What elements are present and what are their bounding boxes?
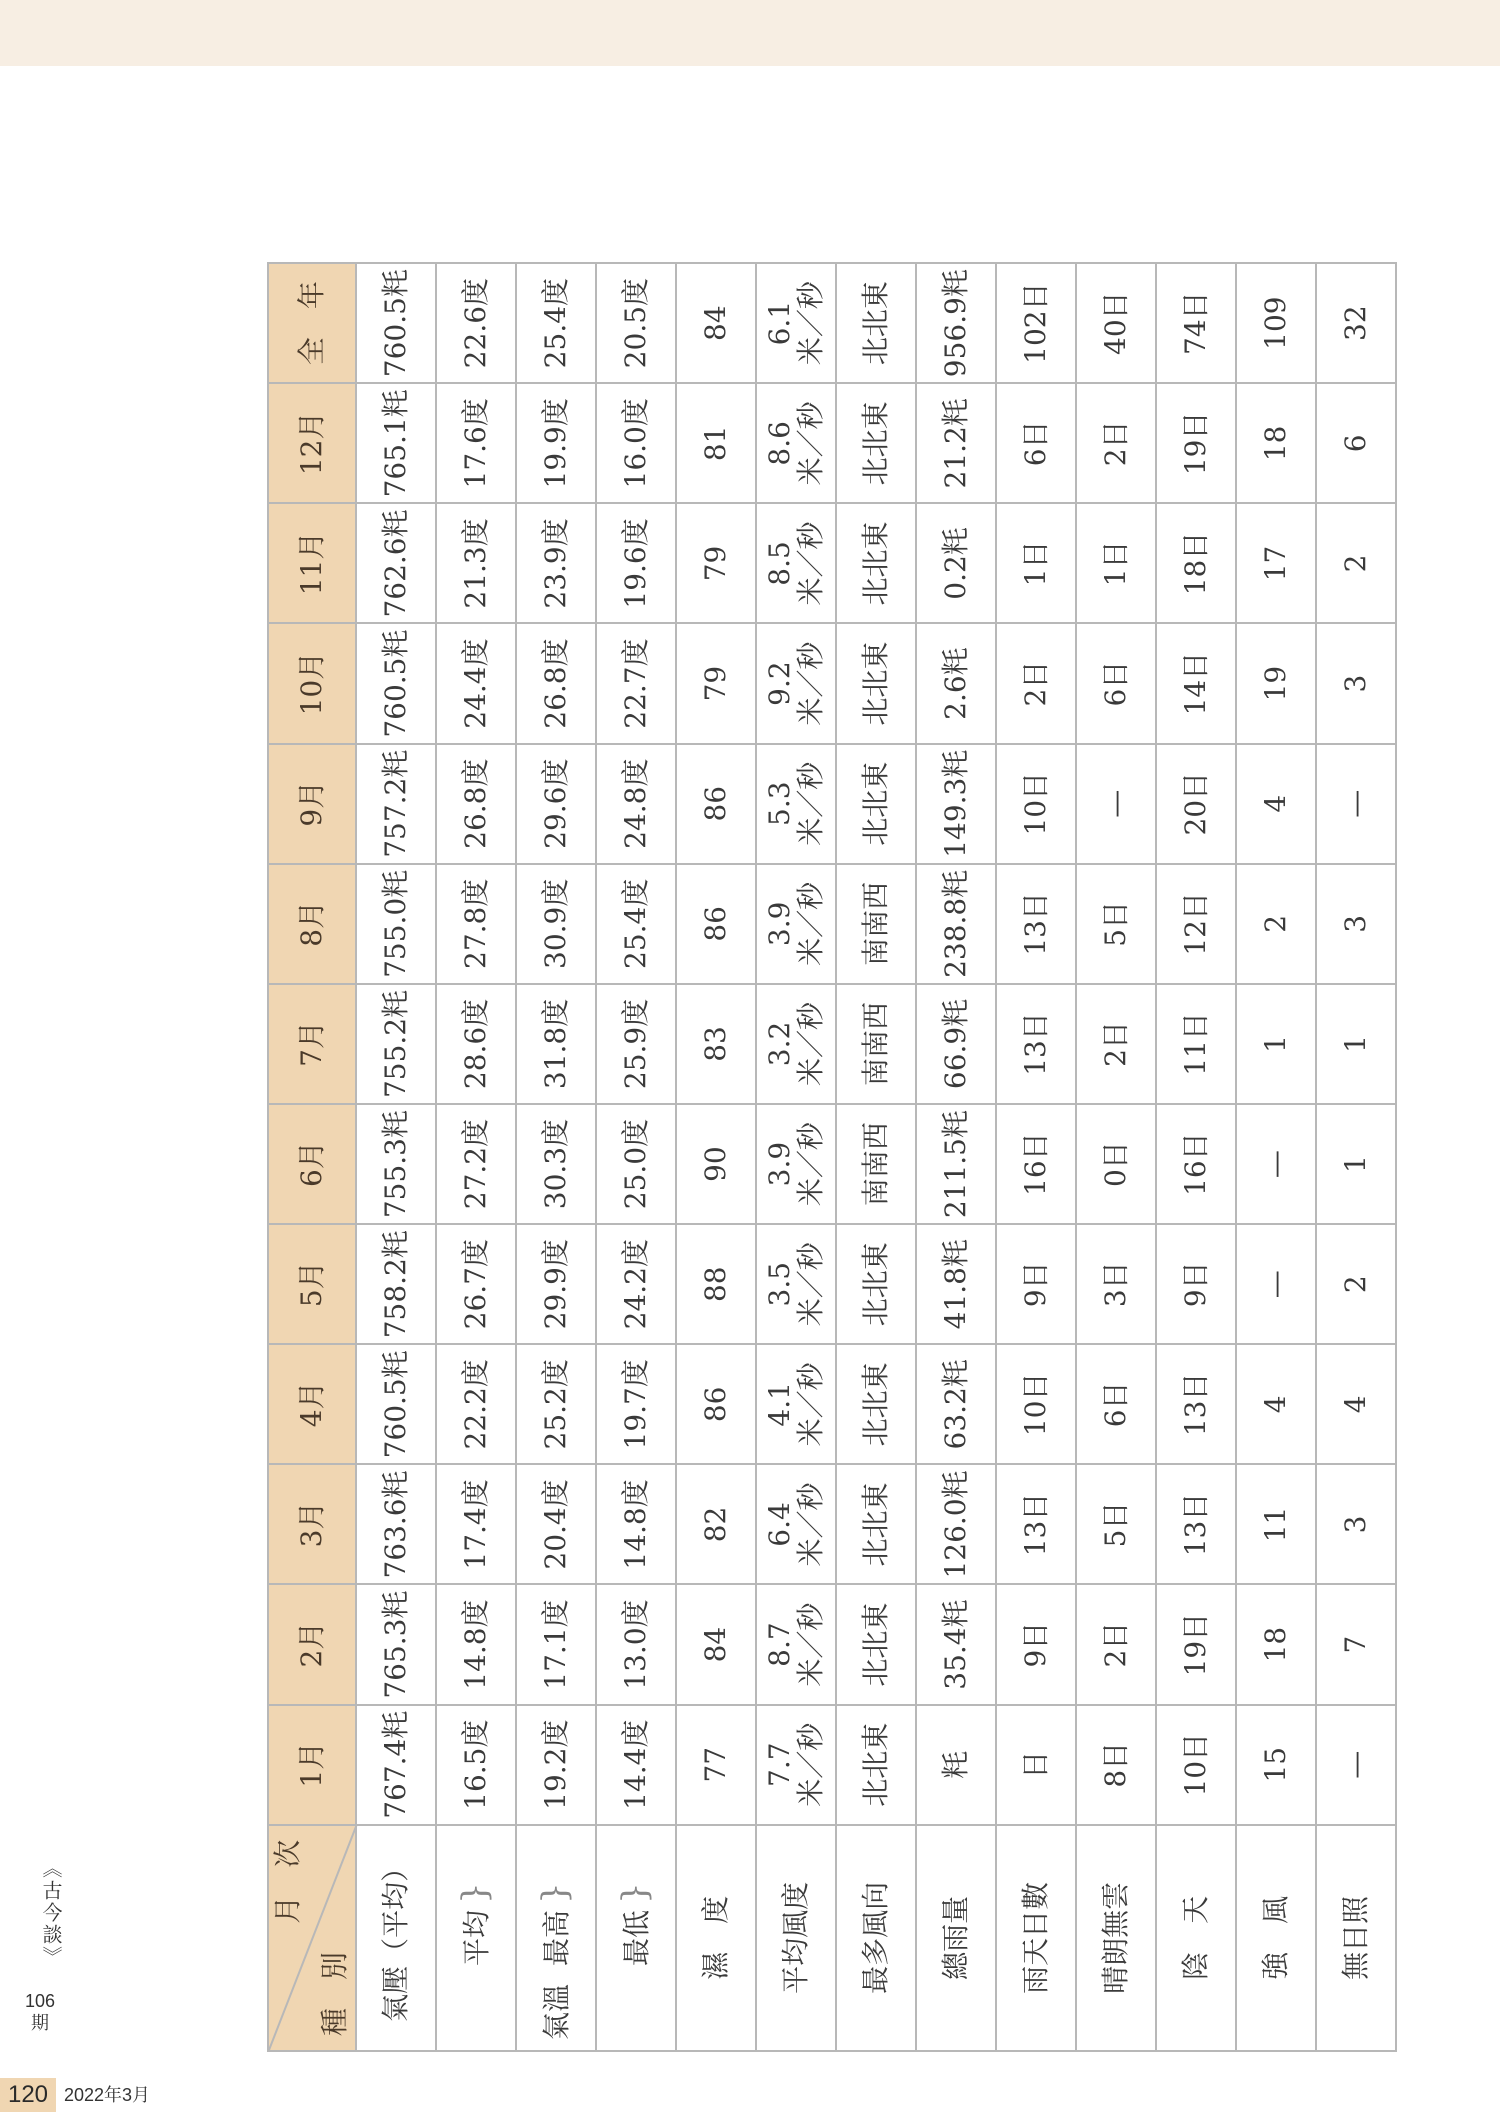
- table-cell: 2日: [1076, 984, 1156, 1104]
- row-label: 晴朗無雲: [1076, 1825, 1156, 2051]
- row-label: 濕 度: [676, 1825, 756, 2051]
- table-cell: 66.9粍: [916, 984, 996, 1104]
- table-cell: 10日: [996, 1344, 1076, 1464]
- wind-speed-value: 3.5: [763, 1261, 797, 1307]
- temp-sub-label: 最高: [540, 1909, 574, 1966]
- table-cell: 2: [1236, 864, 1316, 984]
- table-cell: [756, 1464, 836, 1584]
- table-cell: 9日: [996, 1224, 1076, 1344]
- table-cell: 北北東: [836, 1464, 916, 1584]
- wind-speed-value: 8.5: [763, 541, 797, 586]
- table-cell: 3: [1316, 1464, 1396, 1584]
- table-cell: 17.6度: [436, 383, 516, 503]
- table-cell: 755.0粍: [356, 864, 436, 984]
- table-cell: [756, 1224, 836, 1344]
- table-cell: 8日: [1076, 1705, 1156, 1825]
- month-header: 2月: [268, 1585, 356, 1705]
- row-cloudy-days: [1156, 263, 1236, 2051]
- table-cell: 13日: [996, 984, 1076, 1104]
- table-cell: 6日: [1076, 624, 1156, 744]
- table-cell: 5日: [1076, 1464, 1156, 1584]
- table-cell: 24.2度: [596, 1224, 676, 1344]
- table-cell: 760.5粍: [356, 263, 436, 383]
- table-cell: 14.8度: [436, 1585, 516, 1705]
- table-cell: —: [1076, 744, 1156, 864]
- month-header: 9月: [268, 744, 356, 864]
- table-cell: 北北東: [836, 1224, 916, 1344]
- table-cell: 79: [676, 503, 756, 623]
- table-cell: 13日: [996, 1464, 1076, 1584]
- table-cell: 19.2度: [516, 1705, 596, 1825]
- table-cell: 126.0粍: [916, 1464, 996, 1584]
- month-header: 4月: [268, 1344, 356, 1464]
- wind-speed-unit: 米／秒: [794, 881, 827, 966]
- table-cell: 10日: [996, 744, 1076, 864]
- table-cell: 13日: [1156, 1344, 1236, 1464]
- table-cell: 760.5粍: [356, 624, 436, 744]
- temp-sub-label: 平均: [460, 1909, 494, 1966]
- table-cell: 102日: [996, 263, 1076, 383]
- table-cell: 19: [1236, 624, 1316, 744]
- row-label: 陰 天: [1156, 1825, 1236, 2051]
- table-cell: 2日: [1076, 1585, 1156, 1705]
- table-cell: 南南西: [836, 984, 916, 1104]
- wind-speed-unit: 米／秒: [794, 1242, 827, 1327]
- table-cell: 88: [676, 1224, 756, 1344]
- row-humidity: [676, 263, 756, 2051]
- table-cell: 63.2粍: [916, 1344, 996, 1464]
- brace-mark: }: [615, 1882, 656, 1904]
- wind-speed-value: 5.3: [763, 781, 797, 826]
- table-cell: 20.5度: [596, 263, 676, 383]
- table-cell: 26.7度: [436, 1224, 516, 1344]
- table-cell: 0日: [1076, 1104, 1156, 1224]
- table-cell: 北北東: [836, 383, 916, 503]
- table-cell: —: [1316, 744, 1396, 864]
- table-cell: 90: [676, 1104, 756, 1224]
- table-cell: 25.0度: [596, 1104, 676, 1224]
- table-cell: 17.1度: [516, 1585, 596, 1705]
- table-cell: 1: [1316, 1104, 1396, 1224]
- row-wind-speed: [756, 263, 836, 2051]
- wind-speed-unit: 米／秒: [794, 521, 827, 606]
- row-temp-max: [516, 263, 596, 2051]
- wind-speed-unit: 米／秒: [794, 1362, 827, 1447]
- table-cell: 21.2粍: [916, 383, 996, 503]
- table-cell: 77: [676, 1705, 756, 1825]
- table-cell: 86: [676, 864, 756, 984]
- table-cell: 0.2粍: [916, 503, 996, 623]
- page-number: 120: [0, 2078, 56, 2112]
- table-cell: 16.0度: [596, 383, 676, 503]
- weather-statistics-table: [267, 262, 1397, 2052]
- table-cell: 25.4度: [596, 864, 676, 984]
- table-cell: 30.3度: [516, 1104, 596, 1224]
- table-cell: 19.6度: [596, 503, 676, 623]
- table-cell: 755.2粍: [356, 984, 436, 1104]
- table-cell: 14日: [1156, 624, 1236, 744]
- wind-speed-unit: 米／秒: [794, 761, 827, 846]
- wind-speed-value: 3.2: [763, 1021, 797, 1067]
- table-cell: 82: [676, 1464, 756, 1584]
- table-cell: 26.8度: [436, 744, 516, 864]
- table-cell: 30.9度: [516, 864, 596, 984]
- table-cell: 北北東: [836, 624, 916, 744]
- table-cell: 1: [1236, 984, 1316, 1104]
- table-cell: —: [1316, 1705, 1396, 1825]
- table-cell: 14.4度: [596, 1705, 676, 1825]
- table-cell: 79: [676, 624, 756, 744]
- table-cell: [756, 1705, 836, 1825]
- row-label: [436, 1825, 516, 2051]
- month-header: 11月: [268, 503, 356, 623]
- row-no-sunshine: [1316, 263, 1396, 2051]
- table-cell: 25.2度: [516, 1344, 596, 1464]
- table-cell: 760.5粍: [356, 1344, 436, 1464]
- table-cell: 20日: [1156, 744, 1236, 864]
- table-cell: 18: [1236, 1585, 1316, 1705]
- table-cell: —: [1236, 1224, 1316, 1344]
- table-cell: 74日: [1156, 263, 1236, 383]
- month-header: 8月: [268, 864, 356, 984]
- table-cell: 10日: [1156, 1705, 1236, 1825]
- table-cell: 22.6度: [436, 263, 516, 383]
- year-header: 全 年: [268, 263, 356, 383]
- table-cell: 9日: [996, 1585, 1076, 1705]
- temp-sub-label: 最低: [620, 1909, 654, 1966]
- issue-suffix: 期: [31, 2013, 49, 2033]
- row-wind-direction: [836, 263, 916, 2051]
- table-cell: 北北東: [836, 744, 916, 864]
- wind-speed-value: 7.7: [763, 1742, 797, 1787]
- table-cell: 18日: [1156, 503, 1236, 623]
- table-cell: 81: [676, 383, 756, 503]
- row-pressure: [356, 263, 436, 2051]
- table-cell: 12日: [1156, 864, 1236, 984]
- table-cell: 南南西: [836, 864, 916, 984]
- table-cell: 29.6度: [516, 744, 596, 864]
- table-cell: 238.8粍: [916, 864, 996, 984]
- table-cell: 3: [1316, 624, 1396, 744]
- row-temp-avg: [436, 263, 516, 2051]
- table-cell: 4: [1236, 1344, 1316, 1464]
- table-cell: 16.5度: [436, 1705, 516, 1825]
- table-cell: 763.6粍: [356, 1464, 436, 1584]
- table-cell: 109: [1236, 263, 1316, 383]
- table-cell: 3: [1316, 864, 1396, 984]
- brace-mark: }: [535, 1882, 576, 1904]
- month-header: 7月: [268, 984, 356, 1104]
- table-cell: 16日: [1156, 1104, 1236, 1224]
- table-cell: 29.9度: [516, 1224, 596, 1344]
- row-rain-days: [996, 263, 1076, 2051]
- wind-speed-unit: 米／秒: [794, 1602, 827, 1687]
- table-cell: 758.2粍: [356, 1224, 436, 1344]
- table-cell: 956.9粍: [916, 263, 996, 383]
- table-cell: [756, 503, 836, 623]
- table-cell: 19.7度: [596, 1344, 676, 1464]
- table-cell: 86: [676, 744, 756, 864]
- table-cell: 6日: [996, 383, 1076, 503]
- corner-header-cell: [268, 1825, 356, 2051]
- table-cell: 17.4度: [436, 1464, 516, 1584]
- table-cell: 北北東: [836, 503, 916, 623]
- brace-mark: }: [455, 1882, 496, 1904]
- table-cell: 24.8度: [596, 744, 676, 864]
- row-temp-min: [596, 263, 676, 2051]
- row-strong-wind: [1236, 263, 1316, 2051]
- wind-speed-value: 6.1: [763, 300, 797, 346]
- table-cell: 18: [1236, 383, 1316, 503]
- table-cell: 765.3粍: [356, 1585, 436, 1705]
- table-cell: [756, 263, 836, 383]
- row-label: 最多風向: [836, 1825, 916, 2051]
- publication-date: 2022年3月: [64, 2085, 151, 2105]
- table-cell: 1: [1316, 984, 1396, 1104]
- table-cell: 北北東: [836, 1705, 916, 1825]
- table-cell: 26.8度: [516, 624, 596, 744]
- table-cell: [756, 624, 836, 744]
- table-cell: 22.2度: [436, 1344, 516, 1464]
- table-cell: 16日: [996, 1104, 1076, 1224]
- table-cell: 22.7度: [596, 624, 676, 744]
- table-cell: 35.4粍: [916, 1585, 996, 1705]
- table-cell: [756, 984, 836, 1104]
- table-cell: 2.6粍: [916, 624, 996, 744]
- table-cell: 北北東: [836, 1344, 916, 1464]
- wind-speed-value: 8.6: [763, 421, 797, 466]
- month-header: 3月: [268, 1464, 356, 1584]
- table-cell: 5日: [1076, 864, 1156, 984]
- table-cell: 1日: [1076, 503, 1156, 623]
- table-cell: 粍: [916, 1705, 996, 1825]
- row-label: 無日照: [1316, 1825, 1396, 2051]
- month-header: 10月: [268, 624, 356, 744]
- issue-number: 106: [24, 1991, 56, 2011]
- table-cell: 3日: [1076, 1224, 1156, 1344]
- table-cell: 15: [1236, 1705, 1316, 1825]
- table-cell: 24.4度: [436, 624, 516, 744]
- table-cell: 2日: [996, 624, 1076, 744]
- table-cell: 28.6度: [436, 984, 516, 1104]
- row-label: 雨天日數: [996, 1825, 1076, 2051]
- table-cell: 31.8度: [516, 984, 596, 1104]
- row-label: 強 風: [1236, 1825, 1316, 2051]
- table-cell: 14.8度: [596, 1464, 676, 1584]
- row-label: 氣壓（平均）: [356, 1825, 436, 2051]
- table-cell: 11: [1236, 1464, 1316, 1584]
- month-header: 12月: [268, 383, 356, 503]
- wind-speed-value: 3.9: [763, 901, 797, 947]
- row-label: [596, 1825, 676, 2051]
- table-cell: 762.6粍: [356, 503, 436, 623]
- corner-label-month: 月 次: [271, 1839, 304, 1924]
- table-cell: 765.1粍: [356, 383, 436, 503]
- table-cell: 2: [1316, 1224, 1396, 1344]
- month-header: 1月: [268, 1705, 356, 1825]
- row-label: 總雨量: [916, 1825, 996, 2051]
- wind-speed-unit: 米／秒: [794, 281, 827, 366]
- wind-speed-value: 9.2: [763, 661, 797, 706]
- table-cell: 1日: [996, 503, 1076, 623]
- table-cell: 149.3粍: [916, 744, 996, 864]
- table-cell: 40日: [1076, 263, 1156, 383]
- table-cell: 日: [996, 1705, 1076, 1825]
- wind-speed-value: 8.7: [763, 1622, 797, 1667]
- table-cell: 13日: [996, 864, 1076, 984]
- wind-speed-unit: 米／秒: [794, 641, 827, 726]
- table-cell: [756, 864, 836, 984]
- temp-group-label: 氣溫: [540, 1983, 574, 2040]
- table-cell: [756, 744, 836, 864]
- table-cell: 南南西: [836, 1104, 916, 1224]
- table-cell: 84: [676, 263, 756, 383]
- table-cell: 23.9度: [516, 503, 596, 623]
- table-cell: 27.8度: [436, 864, 516, 984]
- wind-speed-unit: 米／秒: [794, 1482, 827, 1567]
- table-cell: [756, 1104, 836, 1224]
- table-cell: 19日: [1156, 1585, 1236, 1705]
- table-cell: 755.3粍: [356, 1104, 436, 1224]
- table-cell: 25.4度: [516, 263, 596, 383]
- table-cell: [756, 1344, 836, 1464]
- wind-speed-unit: 米／秒: [794, 401, 827, 486]
- wind-speed-unit: 米／秒: [794, 1001, 827, 1086]
- row-rainfall: [916, 263, 996, 2051]
- table-cell: [756, 1585, 836, 1705]
- table-cell: 7: [1316, 1585, 1396, 1705]
- table-cell: 4: [1316, 1344, 1396, 1464]
- table-cell: 北北東: [836, 263, 916, 383]
- table-cell: 北北東: [836, 1585, 916, 1705]
- table-cell: [756, 383, 836, 503]
- wind-speed-unit: 米／秒: [794, 1722, 827, 1807]
- issue-label: [18, 1990, 62, 2034]
- table-cell: 86: [676, 1344, 756, 1464]
- table-cell: 6日: [1076, 1344, 1156, 1464]
- table-cell: 27.2度: [436, 1104, 516, 1224]
- header-row: [268, 263, 356, 2051]
- table-cell: 17: [1236, 503, 1316, 623]
- table-cell: 19日: [1156, 383, 1236, 503]
- month-header: 6月: [268, 1104, 356, 1224]
- table-cell: 211.5粍: [916, 1104, 996, 1224]
- month-header: 5月: [268, 1224, 356, 1344]
- wind-speed-value: 4.1: [763, 1382, 797, 1427]
- table-cell: —: [1236, 1104, 1316, 1224]
- table-cell: 2: [1316, 503, 1396, 623]
- table-cell: 9日: [1156, 1224, 1236, 1344]
- table-cell: 20.4度: [516, 1464, 596, 1584]
- table-cell: 25.9度: [596, 984, 676, 1104]
- table-cell: 21.3度: [436, 503, 516, 623]
- wind-speed-unit: 米／秒: [794, 1122, 827, 1207]
- table-cell: 84: [676, 1585, 756, 1705]
- table-cell: 6: [1316, 383, 1396, 503]
- table-cell: 11日: [1156, 984, 1236, 1104]
- table-cell: 41.8粍: [916, 1224, 996, 1344]
- top-color-band: [0, 0, 1500, 66]
- wind-speed-value: 6.4: [763, 1502, 797, 1547]
- table-cell: 83: [676, 984, 756, 1104]
- journal-name: 《古今談》: [39, 1858, 63, 1968]
- table-cell: 4: [1236, 744, 1316, 864]
- table-cell: 757.2粍: [356, 744, 436, 864]
- wind-speed-value: 3.9: [763, 1141, 797, 1187]
- table-cell: 13日: [1156, 1464, 1236, 1584]
- table-cell: 13.0度: [596, 1585, 676, 1705]
- row-label: 平均風度: [756, 1825, 836, 2051]
- table-cell: 767.4粍: [356, 1705, 436, 1825]
- row-label: [516, 1825, 596, 2051]
- weather-table-region: [267, 262, 1372, 2052]
- table-cell: 2日: [1076, 383, 1156, 503]
- row-clear-days: [1076, 263, 1156, 2051]
- table-cell: 19.9度: [516, 383, 596, 503]
- corner-label-category: 種 別: [318, 1951, 352, 2036]
- table-cell: 32: [1316, 263, 1396, 383]
